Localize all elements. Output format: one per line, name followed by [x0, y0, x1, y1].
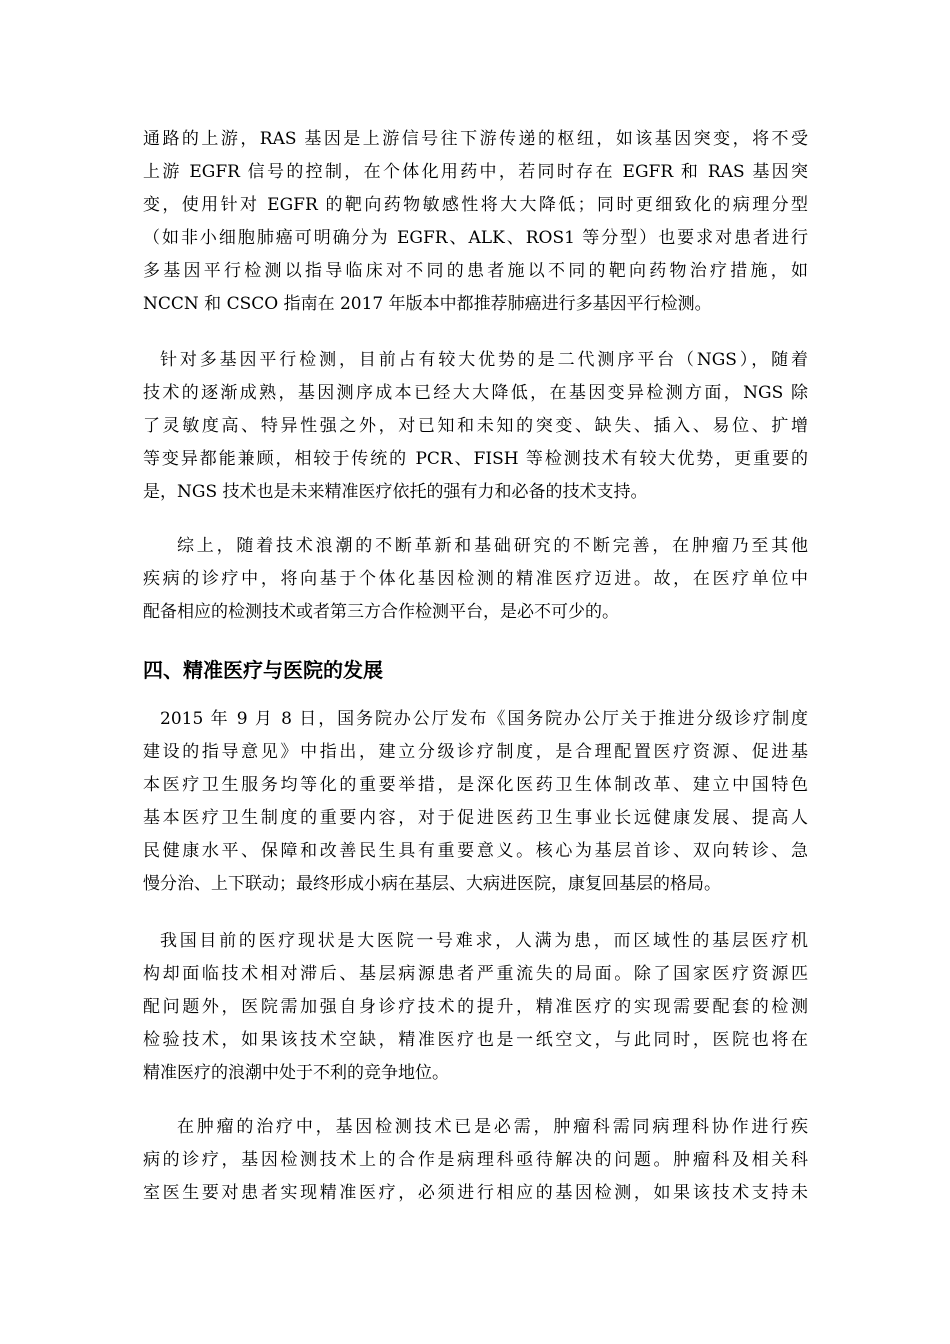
- text-line: 上游 EGFR 信号的控制，在个体化用药中，若同时存在 EGFR 和 RAS 基因突: [143, 162, 808, 182]
- text-line: 技术的逐渐成熟，基因测序成本已经大大降低，在基因变异检测方面，NGS 除: [143, 383, 808, 403]
- paragraph-ngs: [160, 344, 808, 377]
- text-line: 通路的上游，RAS 基因是上游信号往下游传递的枢纽，如该基因突变，将不受: [143, 129, 808, 149]
- paragraph-summary-continued: [143, 563, 808, 629]
- text-line: 慢分治、上下联动；最终形成小病在基层、大病进医院，康复回基层的格局。: [143, 874, 721, 894]
- paragraph-status: [160, 925, 808, 958]
- paragraph-status-continued: [143, 958, 808, 1090]
- paragraph-policy: [160, 703, 808, 736]
- text-line: 构却面临技术相对滞后、基层病源患者严重流失的局面。除了国家医疗资源匹: [143, 964, 808, 984]
- text-line: 综上，随着技术浪潮的不断革新和基础研究的不断完善，在肿瘤乃至其他: [177, 536, 808, 556]
- text-line: 本医疗卫生服务均等化的重要举措，是深化医药卫生体制改革、建立中国特色: [143, 775, 808, 795]
- text-line: 针对多基因平行检测，目前占有较大优势的是二代测序平台（NGS），随着: [160, 350, 808, 370]
- text-line: 等变异都能兼顾，相较于传统的 PCR、FISH 等检测技术有较大优势，更重要的: [143, 449, 808, 469]
- paragraph-summary: [177, 530, 808, 563]
- section-heading: 四、精准医疗与医院的发展: [143, 658, 383, 682]
- paragraph-ras-egfr: [143, 123, 808, 321]
- text-line: 民健康水平、保障和改善民生具有重要意义。核心为基层首诊、双向转诊、急: [143, 841, 808, 861]
- paragraph-oncology: [177, 1111, 808, 1144]
- text-line: 精准医疗的浪潮中处于不利的竞争地位。: [143, 1063, 449, 1083]
- paragraph-policy-continued: [143, 736, 808, 901]
- paragraph-ngs-continued: [143, 377, 808, 509]
- text-line: 建设的指导意见》中指出，建立分级诊疗制度，是合理配置医疗资源、促进基: [143, 742, 808, 762]
- text-line: 变，使用针对 EGFR 的靶向药物敏感性将大大降低；同时更细致化的病理分型: [143, 195, 808, 215]
- text-line: 检验技术，如果该技术空缺，精准医疗也是一纸空文，与此同时，医院也将在: [143, 1030, 808, 1050]
- text-line: 了灵敏度高、特异性强之外，对已知和未知的突变、缺失、插入、易位、扩增: [143, 416, 808, 436]
- text-line: （如非小细胞肺癌可明确分为 EGFR、ALK、ROS1 等分型）也要求对患者进行: [143, 228, 808, 248]
- text-line: 疾病的诊疗中，将向基于个体化基因检测的精准医疗迈进。故，在医疗单位中: [143, 569, 808, 589]
- text-line: 基本医疗卫生制度的重要内容，对于促进医药卫生事业长远健康发展、提高人: [143, 808, 808, 828]
- text-line: 2015 年 9 月 8 日，国务院办公厅发布《国务院办公厅关于推进分级诊疗制度: [160, 709, 808, 729]
- text-line: 在肿瘤的治疗中，基因检测技术已是必需，肿瘤科需同病理科协作进行疾: [177, 1117, 808, 1137]
- text-line: 我国目前的医疗现状是大医院一号难求，人满为患，而区域性的基层医疗机: [160, 931, 808, 951]
- text-line: 室医生要对患者实现精准医疗，必须进行相应的基因检测，如果该技术支持未: [143, 1183, 808, 1203]
- text-line: NCCN 和 CSCO 指南在 2017 年版本中都推荐肺癌进行多基因平行检测。: [143, 294, 712, 314]
- text-line: 配备相应的检测技术或者第三方合作检测平台，是必不可少的。: [143, 602, 619, 622]
- text-line: 是，NGS 技术也是未来精准医疗依托的强有力和必备的技术支持。: [143, 482, 648, 502]
- text-line: 多基因平行检测以指导临床对不同的患者施以不同的靶向药物治疗措施，如: [143, 261, 808, 281]
- paragraph-oncology-continued: [143, 1144, 808, 1210]
- text-line: 病的诊疗，基因检测技术上的合作是病理科亟待解决的问题。肿瘤科及相关科: [143, 1150, 808, 1170]
- text-line: 配问题外，医院需加强自身诊疗技术的提升，精准医疗的实现需要配套的检测: [143, 997, 808, 1017]
